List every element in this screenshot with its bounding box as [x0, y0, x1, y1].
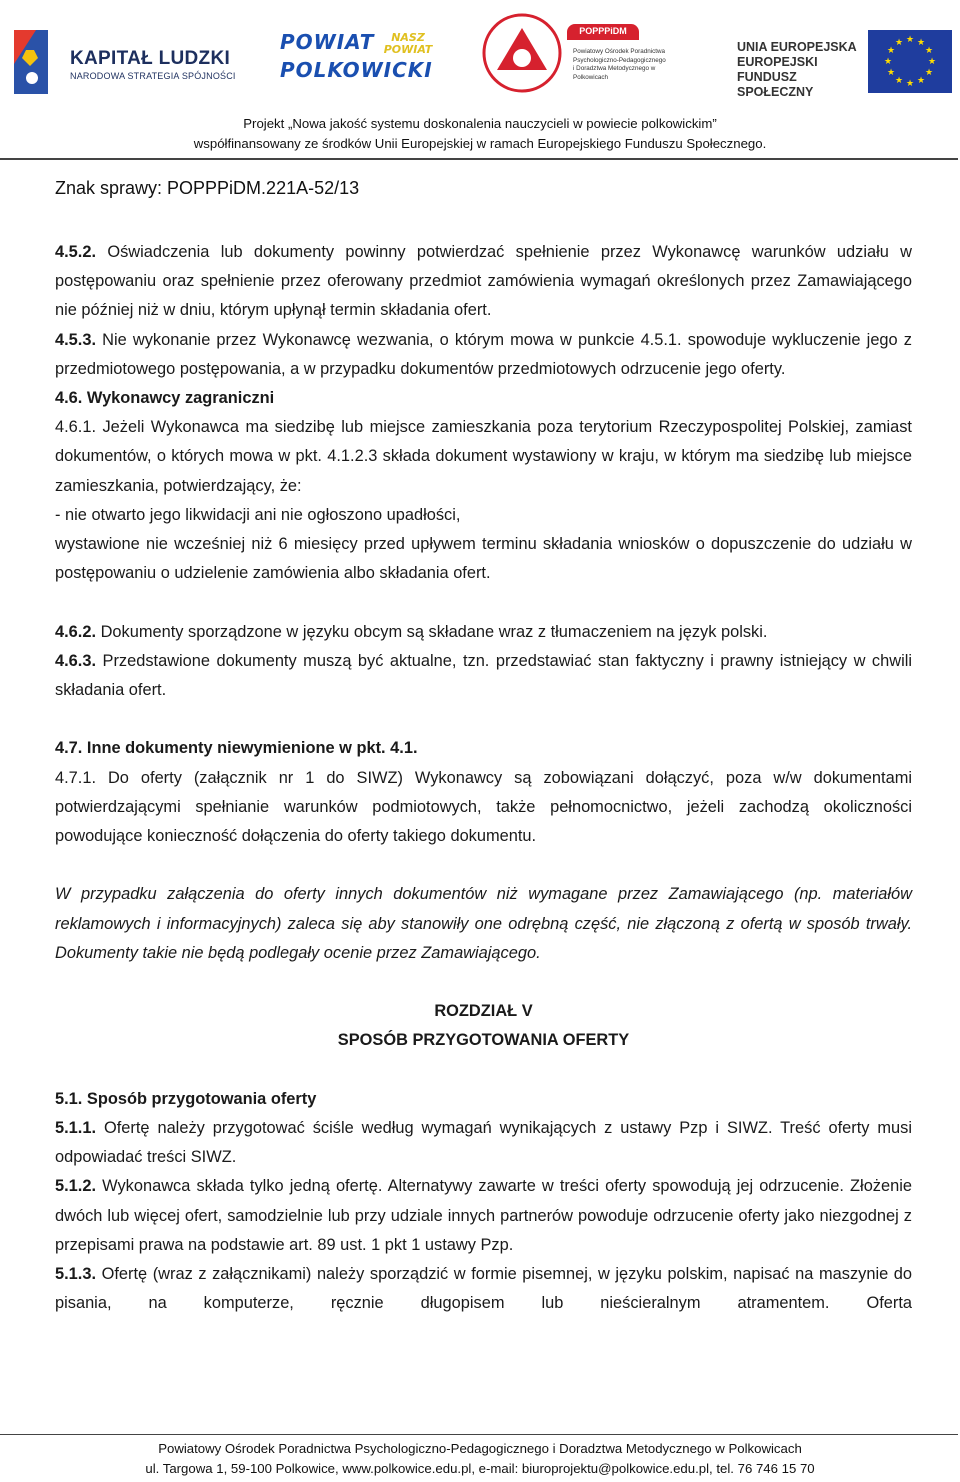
svg-text:★: ★	[916, 76, 926, 86]
paragraph-4-5-2	[55, 238, 912, 326]
paragraph-5-1-1-number: 5.1.1.	[55, 1119, 97, 1138]
svg-text:★: ★	[883, 57, 893, 67]
paragraph-5-1-3-number: 5.1.3.	[55, 1265, 97, 1284]
paragraph-4-5-2-text: Oświadczenia lub dokumenty powinny potwierdzać spełnienie przez Wykonawcę warunków udziału w postępowaniu oraz spełnienie przez oferowany przedmiot zamówienia wymagań określonych przez Zamawiającego nie później niż w dniu, którym upłynął termin składania ofert.	[55, 243, 913, 320]
paragraph-5-1-3-text: Ofertę (wraz z załącznikami) należy sporządzić w formie pisemnej, w języku polskim, napisać na maszynie do pisania, na komputerze, ręcznie długopisem lub nieścieralnym atramentem. Oferta	[55, 1265, 913, 1313]
paragraph-4-5-2-number: 4.5.2.	[55, 243, 97, 261]
powiat-logo-line1: POWIAT	[280, 30, 375, 54]
paragraph-4-5-3-text: Nie wykonanie przez Wykonawcę wezwania, o którym mowa w punkcie 4.5.1. spowoduje wykluczenie jego z przedmiotowego postępowania, a w przypadku dokumentów przedmiotowych odrzucenie jego oferty.	[55, 330, 912, 378]
spacer	[55, 588, 912, 617]
paragraph-5-1-3	[55, 1260, 912, 1318]
paragraph-5-1-2-number: 5.1.2.	[55, 1177, 97, 1196]
heading-4-7-text: 4.7. Inne dokumenty niewymienione w pkt. 4.1.	[55, 739, 418, 758]
footer-institution: Powiatowy Ośrodek Poradnictwa Psychologiczno-Pedagogicznego i Doradztwa Metodycznego w Polkowicach	[158, 1441, 802, 1456]
svg-text:★: ★	[924, 68, 934, 78]
spacer	[55, 968, 912, 997]
svg-text:★: ★	[927, 57, 937, 67]
svg-text:★: ★	[886, 68, 896, 78]
heading-4-6-text: 4.6. Wykonawcy zagraniczni	[55, 389, 275, 408]
paragraph-4-6-1-dash: - nie otwarto jego likwidacji ani nie ogłoszono upadłości,	[55, 505, 461, 524]
poppidm-emblem-icon	[477, 10, 567, 96]
paragraph-4-6-2-number: 4.6.2.	[55, 622, 97, 641]
kapital-ludzki-subtitle: NARODOWA STRATEGIA SPÓJNOŚCI	[70, 71, 236, 81]
poppidm-full-name: Powiatowy Ośrodek Poradnictwa Psychologiczno-Pedagogicznego i Doradztwa Metodycznego w Polkowicach	[573, 48, 666, 81]
ue-line2: EUROPEJSKI	[737, 55, 818, 69]
heading-5-1-text: 5.1. Sposób przygotowania oferty	[55, 1089, 317, 1108]
paragraph-4-6-1-tail: wystawione nie wcześniej niż 6 miesięcy przed upływem terminu składania wniosków o dopuszczenie do udziału w postępowaniu o udzielenie zamówienia albo składania ofert.	[55, 535, 912, 583]
kapital-ludzki-logo	[8, 24, 248, 100]
svg-text:★: ★	[886, 46, 896, 56]
heading-5-1	[55, 1085, 912, 1114]
footer-contact: ul. Targowa 1, 59-100 Polkowice, www.polkowice.edu.pl, e-mail: biuroprojektu@polkowice.edu.pl, tel. 76 746 15 70	[145, 1461, 815, 1476]
heading-4-6	[55, 384, 912, 413]
document-body	[55, 238, 912, 1318]
nasz-powiat-badge: NASZ POWIAT	[383, 31, 433, 56]
heading-4-7	[55, 734, 912, 763]
spacer	[55, 705, 912, 734]
header-divider	[0, 158, 958, 160]
paragraph-5-1-1-text: Ofertę należy przygotować ściśle według wymagań wynikających z ustawy Pzp i SIWZ. Treść oferty musi odpowiadać treści SIWZ.	[55, 1119, 912, 1167]
paragraph-5-1-2-text: Wykonawca składa tylko jedną ofertę. Alternatywy zawarte w treści oferty spowodują jej odrzucenie. Złożenie dwóch lub więcej ofert, samodzielnie lub przy udziale innych partnerów powoduje odrzucenie oferty jako niezgodnej z przepisami prawa na podstawie art. 89 ust. 1 pkt 1 ustawy Pzp.	[55, 1177, 912, 1254]
paragraph-4-7-1: 4.7.1. Do oferty (załącznik nr 1 do SIWZ) Wykonawcy są zobowiązani dołączyć, poza w/w dokumentami potwierdzającymi spełnianie warunków podmiotowych, także pełnomocnictwo, jeżeli zachodzą okoliczności powodujące konieczność dołączenia do oferty takiego dokumentu.	[55, 768, 912, 846]
project-funding-line: współfinansowany ze środków Unii Europejskiej w ramach Europejskiego Funduszu Społecznego.	[193, 136, 767, 151]
paragraph-4-6-3	[55, 647, 912, 705]
svg-text:★: ★	[924, 46, 934, 56]
case-number: Znak sprawy: POPPPiDM.221A-52/13	[55, 178, 360, 198]
ue-logo-text	[737, 40, 865, 100]
spacer	[55, 1056, 912, 1085]
paragraph-4-6-3-text: Przedstawione dokumenty muszą być aktualne, tzn. przedstawiać stan faktyczny i prawny istniejący w chwili składania ofert.	[55, 651, 913, 700]
svg-text:★: ★	[916, 38, 926, 48]
poppidm-logo	[477, 4, 667, 96]
svg-text:★: ★	[894, 76, 904, 86]
ue-line3: FUNDUSZ SPOŁECZNY	[737, 70, 814, 99]
header-logos	[0, 0, 960, 110]
ue-line1: UNIA EUROPEJSKA	[737, 40, 857, 54]
kapital-ludzki-emblem-icon	[8, 24, 56, 100]
poppidm-banner	[567, 24, 639, 40]
chapter-number: ROZDZIAŁ V	[434, 1002, 533, 1021]
svg-text:★: ★	[894, 38, 904, 48]
paragraph-4-5-3-number: 4.5.3.	[55, 330, 97, 349]
poppidm-name: POPPPiDM	[579, 26, 627, 36]
svg-text:★: ★	[905, 79, 915, 89]
project-title-line: Projekt „Nowa jakość systemu doskonalenia nauczycieli w powiecie polkowickim”	[243, 116, 717, 131]
paragraph-4-6-2-text: Dokumenty sporządzone w języku obcym są składane wraz z tłumaczeniem na język polski.	[100, 622, 768, 641]
paragraph-4-5-3	[55, 326, 912, 384]
italic-note: W przypadku załączenia do oferty innych dokumentów niż wymagane przez Zamawiającego (np. materiałów reklamowych i informacyjnych) zaleca się aby stanowiły one odrębną część, nie złączoną z ofertą w sposób trwały. Dokumenty takie nie będą podlegały ocenie przez Zamawiającego.	[55, 885, 912, 962]
eu-flag-icon	[868, 30, 952, 93]
svg-text:★: ★	[905, 35, 915, 45]
paragraph-4-6-2	[55, 618, 912, 647]
powiat-polkowicki-logo	[274, 28, 444, 90]
spacer	[55, 851, 912, 880]
paragraph-5-1-2	[55, 1172, 912, 1260]
powiat-logo-line2: POLKOWICKI	[280, 58, 433, 82]
chapter-title: SPOSÓB PRZYGOTOWANIA OFERTY	[337, 1031, 630, 1050]
paragraph-4-6-1: 4.6.1. Jeżeli Wykonawca ma siedzibę lub miejsce zamieszkania poza terytorium Rzeczypospolitej Polskiej, zamiast dokumentów, o których mowa w pkt. 4.1.2.3 składa dokument wystawiony w kraju, w którym ma siedzibę lub miejsce zamieszkania, potwierdzający, że:	[55, 418, 912, 495]
paragraph-5-1-1	[55, 1114, 912, 1172]
footer-divider	[0, 1434, 958, 1435]
kapital-ludzki-title: KAPITAŁ LUDZKI	[70, 48, 231, 69]
paragraph-4-6-3-number: 4.6.3.	[55, 651, 97, 670]
